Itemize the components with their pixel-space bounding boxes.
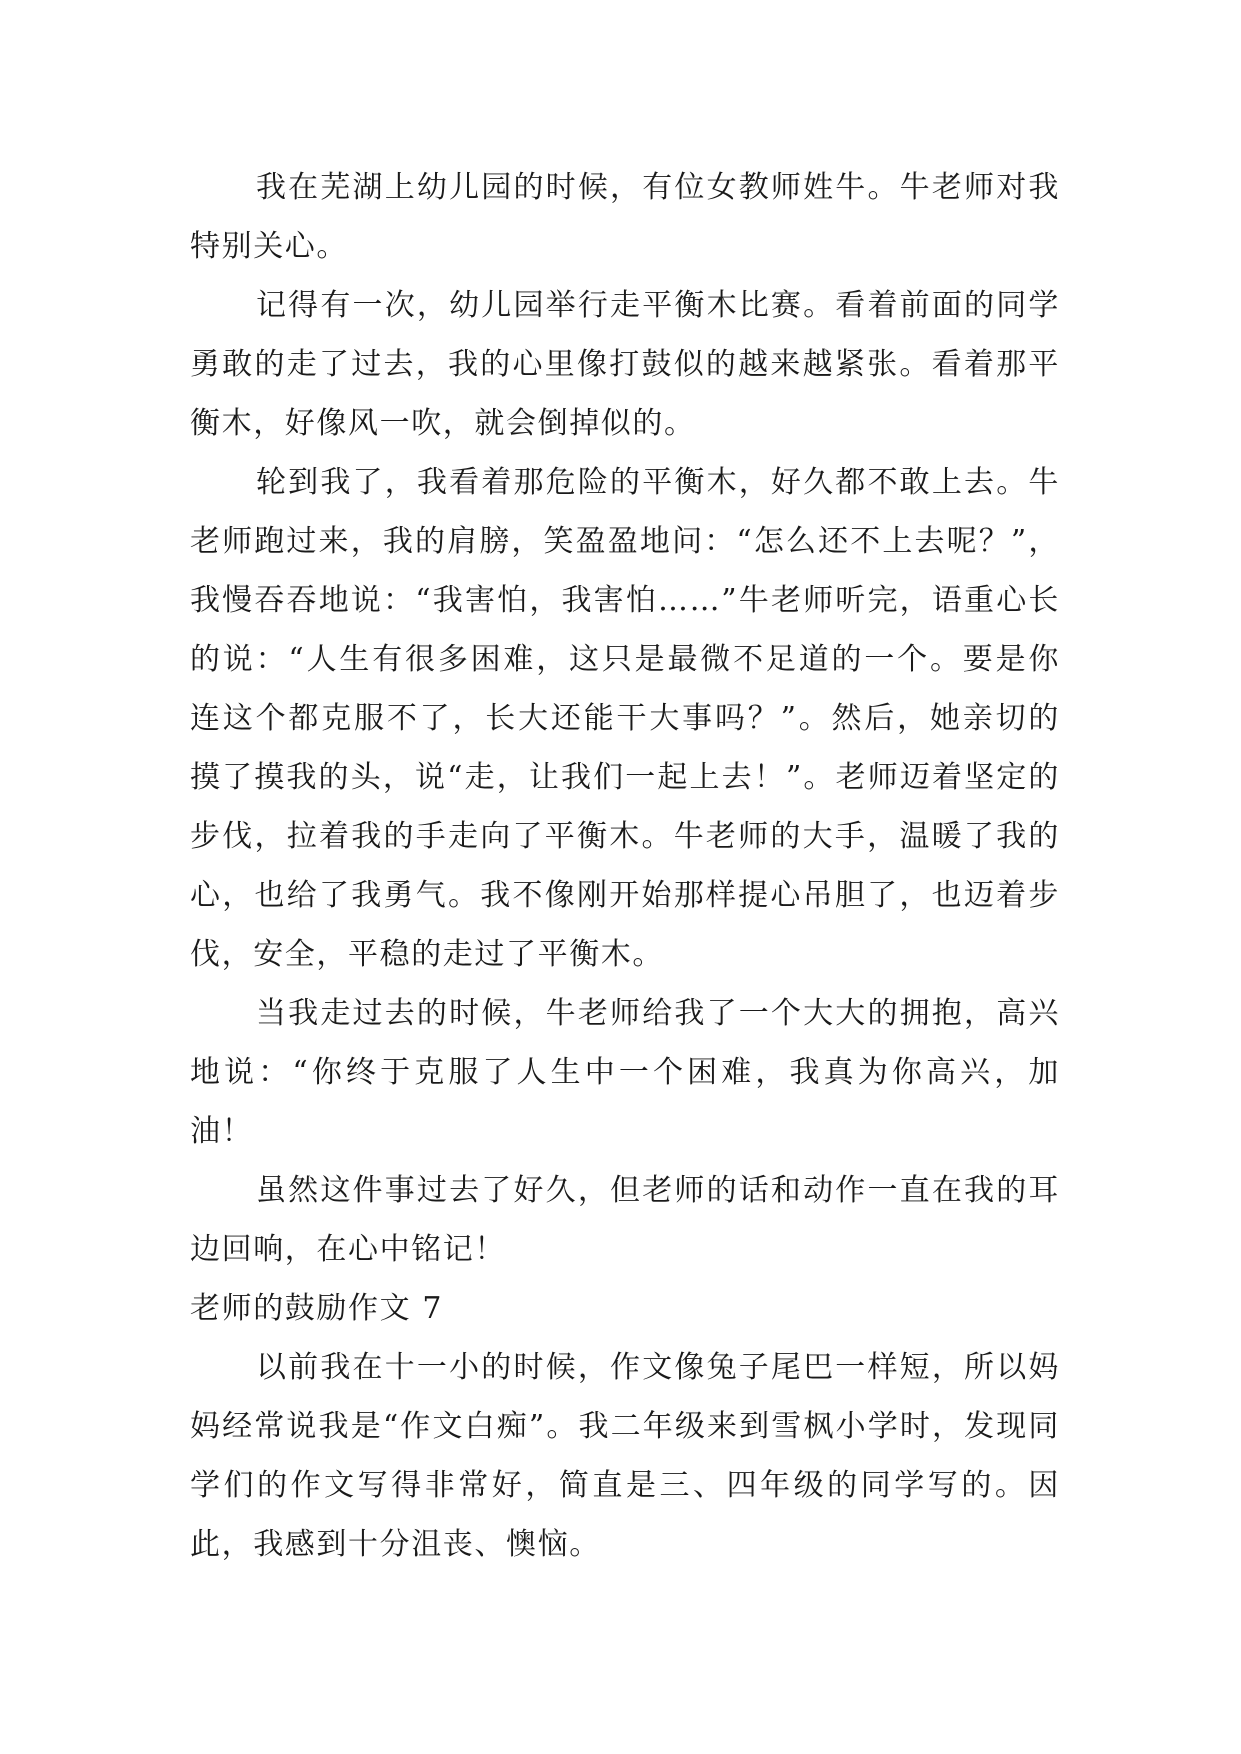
paragraph: 当我走过去的时候，牛老师给我了一个大大的拥抱，高兴地说：“你终于克服了人生中一个困难，我真为你高兴，加油！: [190, 996, 1060, 1149]
paragraph: 以前我在十一小的时候，作文像兔子尾巴一样短，所以妈妈经常说我是“作文白痴”。我二年级来到雪枫小学时，发现同学们的作文写得非常好，简直是三、四年级的同学写的。因此，我感到十分沮丧、懊恼。: [190, 1350, 1060, 1562]
paragraph: 记得有一次，幼儿园举行走平衡木比赛。看着前面的同学勇敢的走了过去，我的心里像打鼓似的越来越紧张。看着那平衡木，好像风一吹，就会倒掉似的。: [190, 288, 1060, 441]
paragraph: 我在芜湖上幼儿园的时候，有位女教师姓牛。牛老师对我特别关心。: [190, 170, 1060, 264]
document-body: [190, 158, 1060, 1574]
paragraph: 轮到我了，我看着那危险的平衡木，好久都不敢上去。牛老师跑过来，我的肩膀，笑盈盈地问：“怎么还不上去呢？”，我慢吞吞地说：“我害怕，我害怕……”牛老师听完，语重心长的说：“人生有很多困难，这只是最微不足道的一个。要是你连这个都克服不了，长大还能干大事吗？”。然后，她亲切的摸了摸我的头，说“走，让我们一起上去！”。老师迈着坚定的步伐，拉着我的手走向了平衡木。牛老师的大手，温暖了我的心，也给了我勇气。我不像刚开始那样提心吊胆了，也迈着步伐，安全，平稳的走过了平衡木。: [190, 465, 1060, 972]
paragraph: 虽然这件事过去了好久，但老师的话和动作一直在我的耳边回响，在心中铭记！: [190, 1173, 1060, 1267]
section-heading: 老师的鼓励作文 7: [190, 1291, 444, 1326]
